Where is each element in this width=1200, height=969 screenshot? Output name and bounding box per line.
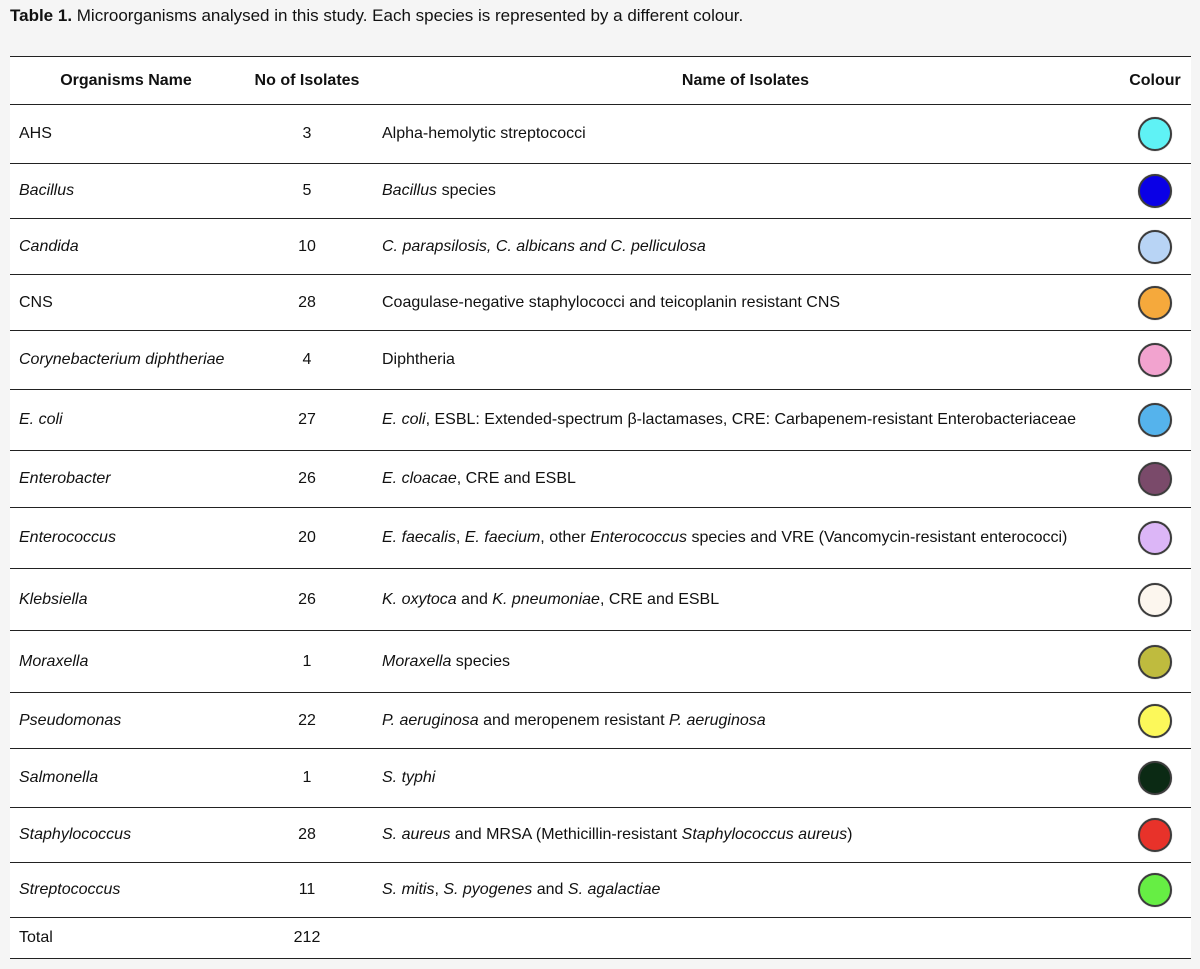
caption-text: Microorganisms analysed in this study. Each species is represented by a different colour. xyxy=(72,6,744,25)
text-run: and MRSA (Methicillin-resistant xyxy=(450,826,682,843)
table-row xyxy=(10,451,1191,508)
cell-isolate-count: 1 xyxy=(242,749,372,808)
table-row xyxy=(10,569,1191,631)
cell-isolate-count: 27 xyxy=(242,390,372,451)
colour-swatch-icon xyxy=(1138,174,1172,208)
text-run: species xyxy=(451,652,511,670)
text-run: , xyxy=(455,529,465,546)
cell-organism-name xyxy=(10,508,242,569)
cell-isolate-count: 1 xyxy=(242,631,372,693)
cell-organism-name xyxy=(10,451,242,508)
colour-swatch-icon xyxy=(1138,583,1172,617)
cell-colour xyxy=(1119,275,1191,331)
text-run: Corynebacterium diphtheriae xyxy=(19,351,225,368)
cell-organism-name xyxy=(10,693,242,749)
cell-isolate-names xyxy=(372,219,1119,275)
text-run: , ESBL: Extended-spectrum β-lactamases, CRE: Carbapenem-resistant Enterobacteriaceae xyxy=(425,411,1076,428)
cell-isolate-count: 26 xyxy=(242,451,372,508)
text-run: E. coli xyxy=(382,411,426,428)
organisms-table xyxy=(10,56,1191,959)
text-run: Salmonella xyxy=(19,769,99,786)
cell-organism-name xyxy=(10,863,242,918)
cell-colour xyxy=(1119,331,1191,390)
table-row xyxy=(10,508,1191,569)
cell-isolate-count: 26 xyxy=(242,569,372,631)
cell-organism-name xyxy=(10,219,242,275)
text-run: Streptococcus xyxy=(19,881,121,898)
cell-organism-name xyxy=(10,331,242,390)
text-run: C. parapsilosis, C. albicans and C. pelliculosa xyxy=(382,237,706,255)
cell-organism-name xyxy=(10,918,242,959)
cell-isolate-names xyxy=(372,808,1119,863)
cell-colour xyxy=(1119,863,1191,918)
cell-isolate-names xyxy=(372,863,1119,918)
text-run: K. oxytoca xyxy=(382,590,457,608)
table-caption xyxy=(10,4,743,28)
cell-isolate-names xyxy=(372,164,1119,219)
text-run: AHS xyxy=(19,125,52,142)
text-run: Bacillus xyxy=(382,182,438,199)
text-run: and meropenem resistant xyxy=(478,711,669,729)
cell-isolate-names xyxy=(372,631,1119,693)
cell-isolate-names xyxy=(372,331,1119,390)
text-run: S. aureus xyxy=(382,826,451,843)
table-row xyxy=(10,219,1191,275)
text-run: , CRE and ESBL xyxy=(456,470,576,487)
colour-swatch-icon xyxy=(1138,645,1172,679)
table-row xyxy=(10,390,1191,451)
table-body xyxy=(10,105,1191,959)
text-run: S. typhi xyxy=(382,769,436,786)
table-row xyxy=(10,631,1191,693)
text-run: Enterobacter xyxy=(19,470,111,487)
table-row xyxy=(10,863,1191,918)
colour-swatch-icon xyxy=(1138,462,1172,496)
text-run: P. aeruginosa xyxy=(669,711,766,729)
cell-isolate-names xyxy=(372,569,1119,631)
text-run: K. pneumoniae xyxy=(492,590,600,608)
cell-isolate-names xyxy=(372,508,1119,569)
colour-swatch-icon xyxy=(1138,704,1172,738)
cell-isolate-count: 10 xyxy=(242,219,372,275)
cell-isolate-count: 22 xyxy=(242,693,372,749)
text-run: Staphylococcus aureus xyxy=(681,826,848,843)
cell-organism-name xyxy=(10,631,242,693)
cell-colour xyxy=(1119,693,1191,749)
text-run: species and VRE (Vancomycin-resistant enterococci) xyxy=(687,529,1068,546)
cell-isolate-names xyxy=(372,390,1119,451)
caption-label: Table 1. xyxy=(10,6,73,25)
table xyxy=(10,57,1191,959)
colour-swatch-icon xyxy=(1138,521,1172,555)
text-run: Pseudomonas xyxy=(19,711,122,729)
cell-isolate-count: 3 xyxy=(242,105,372,164)
cell-colour xyxy=(1119,808,1191,863)
text-run: species xyxy=(437,182,496,199)
text-run: , other xyxy=(540,529,591,546)
cell-organism-name xyxy=(10,808,242,863)
table-row xyxy=(10,331,1191,390)
cell-isolate-count: 212 xyxy=(293,929,321,947)
colour-swatch-icon xyxy=(1138,761,1172,795)
colour-swatch-icon xyxy=(1138,403,1172,437)
text-run: Moraxella xyxy=(19,652,89,670)
text-run: Candida xyxy=(19,237,79,255)
cell-organism-name xyxy=(10,275,242,331)
cell-colour xyxy=(1119,631,1191,693)
cell-colour xyxy=(1119,749,1191,808)
text-run: Bacillus xyxy=(19,182,75,199)
cell-organism-name xyxy=(10,569,242,631)
text-run: S. agalactiae xyxy=(567,881,661,898)
cell-colour xyxy=(1119,390,1191,451)
text-run: and xyxy=(456,590,493,608)
table-row xyxy=(10,693,1191,749)
cell-colour xyxy=(1119,164,1191,219)
text-run: and xyxy=(532,881,568,898)
cell-organism-name xyxy=(10,390,242,451)
colour-swatch-icon xyxy=(1138,230,1172,264)
header-no-of-isolates: No of Isolates xyxy=(242,57,372,105)
cell-isolate-names xyxy=(372,451,1119,508)
cell-isolate-count: 20 xyxy=(242,508,372,569)
text-run: E. faecalis xyxy=(382,529,456,546)
table-row xyxy=(10,749,1191,808)
table-row xyxy=(10,918,1191,959)
text-run: Klebsiella xyxy=(19,590,88,608)
text-run: Diphtheria xyxy=(382,351,455,368)
text-run: Enterococcus xyxy=(590,529,688,546)
cell-organism-name xyxy=(10,164,242,219)
cell-isolate-names xyxy=(372,275,1119,331)
text-run: CNS xyxy=(19,293,53,311)
table-row xyxy=(10,105,1191,164)
text-run: S. pyogenes xyxy=(443,881,533,898)
cell-isolate-count: 28 xyxy=(242,275,372,331)
header-organisms-name: Organisms Name xyxy=(10,57,242,105)
text-run: Alpha-hemolytic streptococci xyxy=(382,125,586,142)
colour-swatch-icon xyxy=(1138,818,1172,852)
cell-isolate-count: 5 xyxy=(242,164,372,219)
text-run: Coagulase-negative staphylococci and teicoplanin resistant CNS xyxy=(382,293,841,311)
cell-colour xyxy=(1119,219,1191,275)
text-run: , CRE and ESBL xyxy=(599,590,720,608)
text-run: Total xyxy=(19,929,53,947)
text-run: P. aeruginosa xyxy=(382,711,479,729)
text-run: , xyxy=(434,881,444,898)
cell-isolate-names xyxy=(372,693,1119,749)
table-header-row xyxy=(10,57,1191,105)
cell-colour xyxy=(1119,508,1191,569)
table-row xyxy=(10,808,1191,863)
text-run: Moraxella xyxy=(382,652,452,670)
table-row xyxy=(10,275,1191,331)
table-row xyxy=(10,164,1191,219)
text-run: S. mitis xyxy=(382,881,435,898)
cell-isolate-names xyxy=(372,749,1119,808)
text-run: ) xyxy=(847,826,853,843)
colour-swatch-icon xyxy=(1138,286,1172,320)
cell-isolate-count: 11 xyxy=(242,863,372,918)
header-colour: Colour xyxy=(1119,57,1191,105)
text-run: E. cloacae xyxy=(382,470,457,487)
cell-organism-name xyxy=(10,749,242,808)
header-name-of-isolates: Name of Isolates xyxy=(372,57,1119,105)
cell-organism-name xyxy=(10,105,242,164)
text-run: E. faecium xyxy=(464,529,541,546)
cell-colour xyxy=(1119,569,1191,631)
cell-colour xyxy=(1119,451,1191,508)
cell-isolate-names xyxy=(372,105,1119,164)
text-run: Staphylococcus xyxy=(19,826,132,843)
text-run: E. coli xyxy=(19,411,63,428)
cell-isolate-names xyxy=(372,918,1119,959)
colour-swatch-icon xyxy=(1138,117,1172,151)
colour-swatch-icon xyxy=(1138,873,1172,907)
cell-isolate-count: 4 xyxy=(242,331,372,390)
cell-isolate-count: 28 xyxy=(242,808,372,863)
colour-swatch-icon xyxy=(1138,343,1172,377)
text-run: Enterococcus xyxy=(19,529,116,546)
cell-colour xyxy=(1119,918,1191,959)
cell-colour xyxy=(1119,105,1191,164)
